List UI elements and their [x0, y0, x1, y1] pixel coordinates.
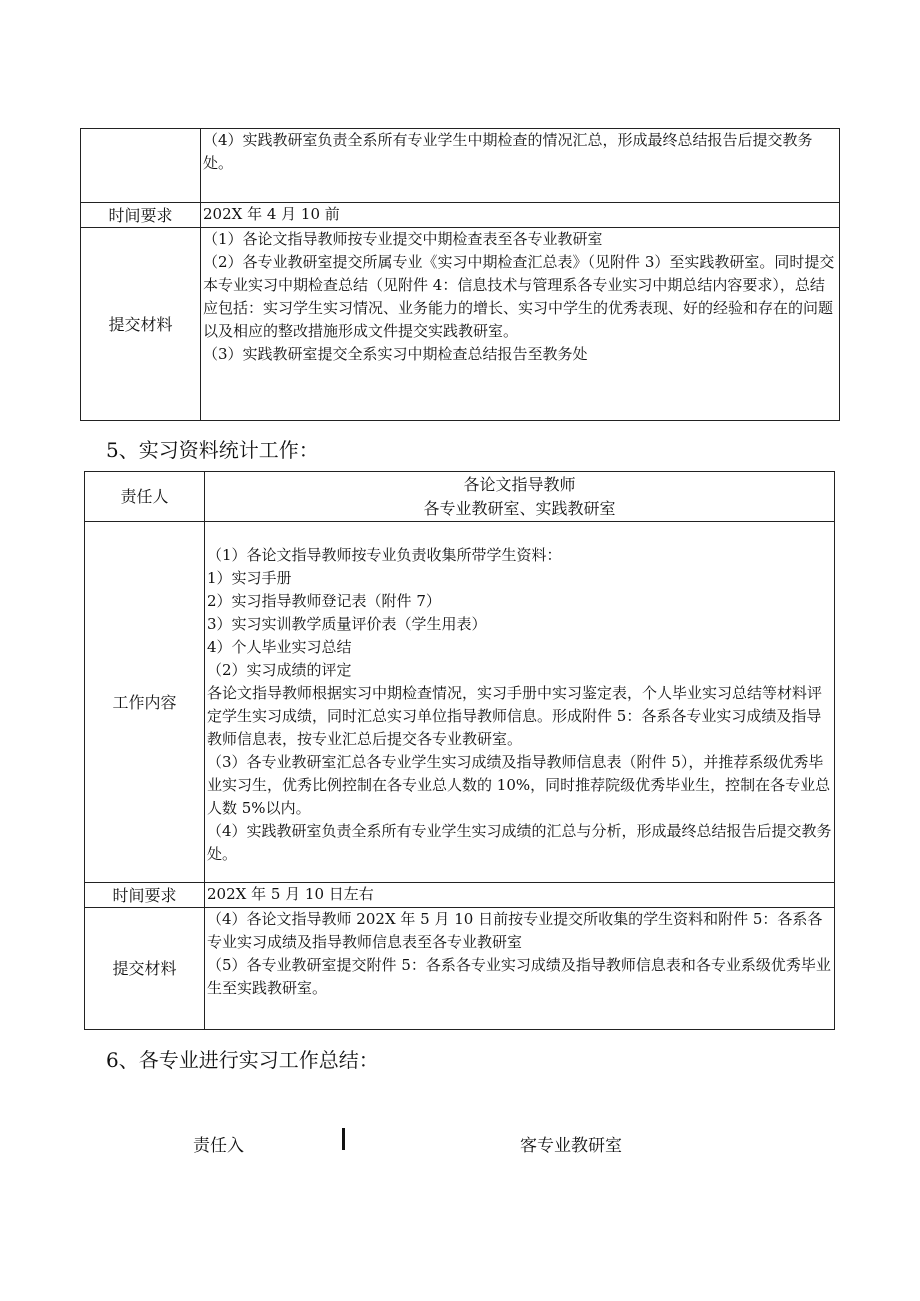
materials-label: 提交材料 [81, 228, 201, 421]
materials-item: （2）各专业教研室提交所属专业《实习中期检查汇总表》（见附件 3）至实践教研室。同时提交本专业实习中期检查总结（见附件 4：信息技术与管理系各专业实习中期总结内容要求），总结应包括：实习学生实习情况、业务能力的增长、实习中学生的优秀表现、好的经验和存在的问题以及相应的整改措施形成文件提交实践教研室。 [203, 253, 835, 340]
materials-item: （3）实践教研室提交全系实习中期检查总结报告至教务处 [203, 345, 588, 363]
work-line: 各论文指导教师根据实习中期检查情况，实习手册中实习鉴定表，个人毕业实习总结等材料评定学生实习成绩，同时汇总实习单位指导教师信息。形成附件 5：各系各专业实习成绩及指导教师信息表，按专业汇总后提交各专业教研室。 [207, 684, 823, 748]
work-label: 工作内容 [85, 522, 205, 883]
responsible-line: 各论文指导教师 [463, 474, 576, 494]
footer-responsible-value: 客专业教研室 [520, 1136, 622, 1156]
responsible-line: 各专业教研室、实践教研室 [423, 498, 616, 518]
materials-item: （5）各专业教研室提交附件 5：各系各专业实习成绩及指导教师信息表和各专业系级优秀毕业生至实践教研室。 [207, 956, 831, 997]
work-line: （1）各论文指导教师按专业负责收集所带学生资料： [207, 546, 562, 564]
work-line: （4）实践教研室负责全系所有专业学生实习成绩的汇总与分析，形成最终总结报告后提交教务处。 [207, 822, 832, 863]
materials-cell-2 [205, 908, 835, 1030]
time-label: 时间要求 [81, 203, 201, 228]
table-border-fragment [342, 1128, 345, 1150]
materials-item: （1）各论文指导教师按专业提交中期检查表至各专业教研室 [203, 230, 603, 248]
top-content-cell [201, 129, 840, 203]
work-line: 4）个人毕业实习总结 [207, 638, 352, 656]
work-cell [205, 522, 835, 883]
materials-item: （4）各论文指导教师 202X 年 5 月 10 日前按专业提交所收集的学生资料和附件 5：各系各专业实习成绩及指导教师信息表至各专业教研室 [207, 910, 823, 951]
section6-heading: 6、各专业进行实习工作总结： [106, 1048, 379, 1072]
materials-label-2: 提交材料 [85, 908, 205, 1030]
empty-label-cell [81, 129, 201, 203]
work-line: 2）实习指导教师登记表（附件 7） [207, 592, 441, 610]
work-line: （3）各专业教研室汇总各专业学生实习成绩及指导教师信息表（附件 5），并推荐系级优秀毕业实习生，优秀比例控制在各专业总人数的 10%，同时推荐院级优秀毕业生，控制在各专业总人数 5%以内。 [207, 753, 831, 817]
time-value-2: 202X 年 5 月 10 日左右 [205, 883, 835, 908]
responsible-cell [205, 472, 835, 522]
materials-cell [201, 228, 840, 421]
top-content-text: （4）实践教研室负责全系所有专业学生中期检查的情况汇总，形成最终总结报告后提交教务处。 [203, 131, 813, 172]
work-line: 3）实习实训教学质量评价表（学生用表） [207, 615, 487, 633]
time-label-2: 时间要求 [85, 883, 205, 908]
footer-responsible-label: 责任入 [193, 1136, 244, 1156]
work-line: 1）实习手册 [207, 569, 292, 587]
time-value: 202X 年 4 月 10 前 [201, 203, 840, 228]
stage4-table [80, 128, 840, 421]
responsible-label: 责任人 [85, 472, 205, 522]
work-line: （2）实习成绩的评定 [207, 661, 352, 679]
stage5-table [84, 471, 835, 1030]
section5-heading: 5、实习资料统计工作： [106, 438, 319, 462]
